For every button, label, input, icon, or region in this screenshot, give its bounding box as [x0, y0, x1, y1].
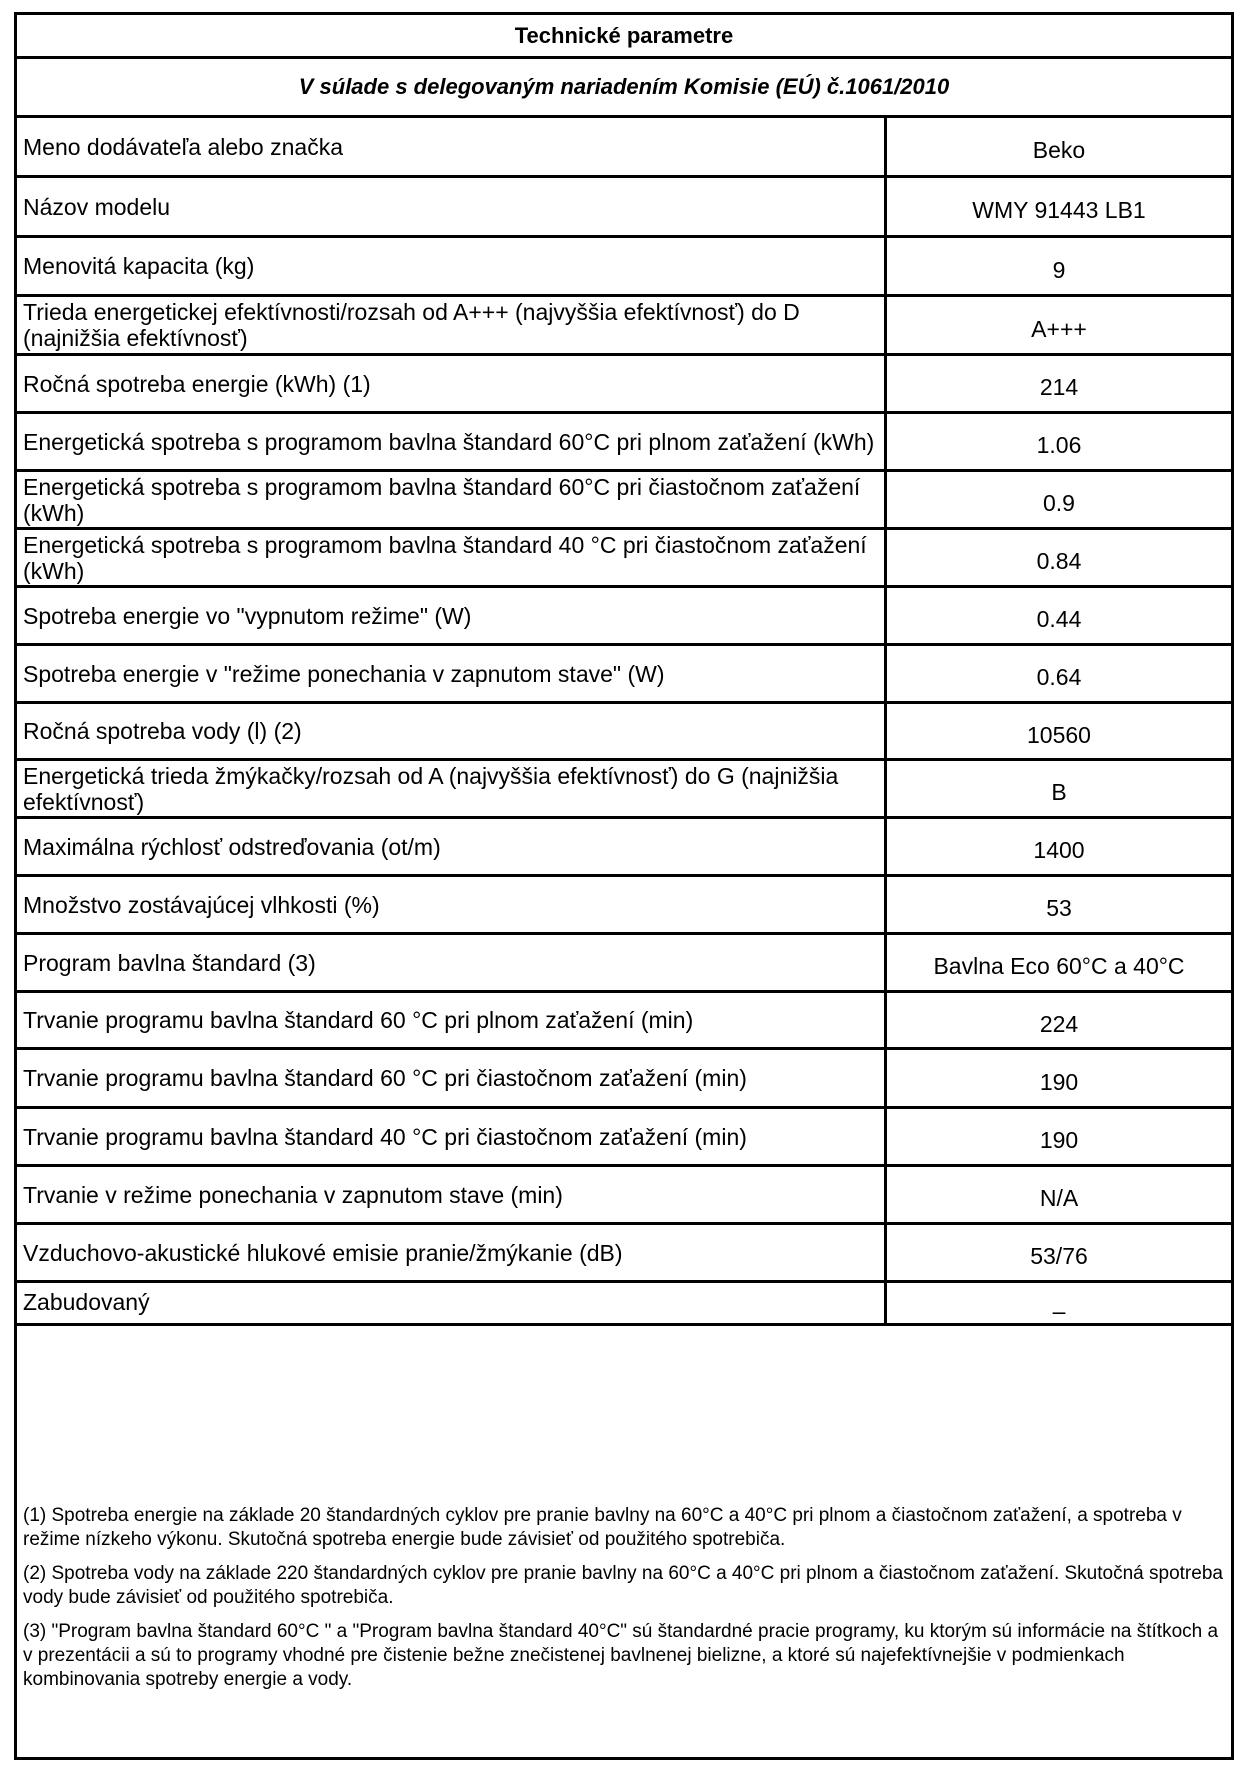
- table-row: [17, 935, 1231, 993]
- row-value: 0.84: [1036, 548, 1082, 574]
- table-row: [17, 761, 1231, 819]
- row-value: 1.06: [1036, 432, 1082, 458]
- row-label: Trvanie programu bavlna štandard 60 °C pri plnom zaťažení (min): [17, 993, 887, 1047]
- row-value: 53/76: [1030, 1243, 1088, 1269]
- row-label: Trvanie programu bavlna štandard 60 °C pri čiastočnom zaťažení (min): [17, 1050, 887, 1106]
- footnote-1: (1) Spotreba energie na základe 20 štandardných cyklov pre pranie bavlny na 60°C a 40°C pri plnom a čiastočnom zaťažení, a spotreba v režime nízkeho výkonu. Skutočná spotreba energie bude závisieť od použitého spotrebiča.: [23, 1505, 1182, 1550]
- table-title: Technické parametre: [17, 15, 1231, 59]
- row-label: Trieda energetickej efektívnosti/rozsah od A+++ (najvyššia efektívnosť) do D (najnižšia efektívnosť): [17, 297, 887, 353]
- table-row: [17, 1050, 1231, 1109]
- row-value: –: [1052, 1297, 1066, 1324]
- row-label: Názov modelu: [17, 178, 887, 235]
- row-label: Energetická spotreba s programom bavlna štandard 60°C pri čiastočnom zaťažení (kWh): [17, 472, 887, 527]
- row-value: 53: [1046, 895, 1072, 921]
- table-row: [17, 118, 1231, 178]
- row-label: Meno dodávateľa alebo značka: [17, 118, 887, 175]
- footnotes: [17, 1490, 1231, 1702]
- row-value: 224: [1039, 1010, 1079, 1037]
- table-row: [17, 1167, 1231, 1225]
- table-row: [17, 877, 1231, 935]
- table-row: [17, 704, 1231, 761]
- row-label: Množstvo zostávajúcej vlhkosti (%): [17, 877, 887, 932]
- row-value: 0.9: [1043, 490, 1075, 516]
- row-label: Program bavlna štandard (3): [17, 935, 887, 990]
- row-label: Trvanie programu bavlna štandard 40 °C pri čiastočnom zaťažení (min): [17, 1109, 887, 1164]
- row-value: N/A: [1039, 1185, 1079, 1211]
- table-row: [17, 414, 1231, 472]
- row-value: 190: [1039, 1127, 1079, 1153]
- technical-parameters-sheet: [14, 12, 1234, 1760]
- parameters-table: [17, 118, 1231, 1326]
- row-value: 1400: [1033, 837, 1085, 863]
- table-row: [17, 1225, 1231, 1283]
- table-row: [17, 178, 1231, 238]
- table-row: [17, 238, 1231, 297]
- row-value: A+++: [1031, 315, 1087, 342]
- row-value: 214: [1039, 374, 1079, 400]
- table-subtitle: V súlade s delegovaným nariadením Komisie (EÚ) č.1061/2010: [17, 59, 1231, 118]
- row-label: Zabudovaný: [17, 1283, 887, 1323]
- table-row: [17, 530, 1231, 588]
- table-row: [17, 646, 1231, 704]
- table-row: [17, 1283, 1231, 1326]
- row-value: 10560: [1027, 721, 1091, 748]
- row-value: 0.44: [1036, 606, 1082, 632]
- row-value: WMY 91443 LB1: [972, 197, 1146, 223]
- table-row: [17, 1109, 1231, 1167]
- row-value: 9: [1052, 256, 1066, 283]
- row-label: Vzduchovo-akustické hlukové emisie pranie/žmýkanie (dB): [17, 1225, 887, 1280]
- footnote-2: (2) Spotreba vody na základe 220 štandardných cyklov pre pranie bavlny na 60°C a 40°C pri plnom a čiastočnom zaťažení. Skutočná spotreba vody bude závisieť od použitého spotrebiča.: [23, 1563, 1223, 1608]
- row-label: Spotreba energie v "režime ponechania v zapnutom stave" (W): [17, 646, 887, 701]
- row-value: Bavlna Eco 60°C a 40°C: [933, 953, 1185, 979]
- footnote-3: (3) "Program bavlna štandard 60°C " a "Program bavlna štandard 40°C" sú štandardné pracie programy, ku ktorým sú informácie na štítkoch a v prezentácii a sú to programy vhodné pre čistenie bežne znečistenej bavlnenej bielizne, a ktoré sú najefektívnejšie v podmienkach kombinovania spotreby energie a vody.: [23, 1621, 1219, 1690]
- row-label: Energetická spotreba s programom bavlna štandard 60°C pri plnom zaťažení (kWh): [17, 414, 887, 469]
- row-value: Beko: [1032, 137, 1086, 163]
- row-label: Energetická trieda žmýkačky/rozsah od A (najvyššia efektívnosť) do G (najnižšia efektívnosť): [17, 761, 887, 816]
- table-row: [17, 993, 1231, 1050]
- row-label: Energetická spotreba s programom bavlna štandard 40 °C pri čiastočnom zaťažení (kWh): [17, 530, 887, 585]
- row-label: Maximálna rýchlosť odstreďovania (ot/m): [17, 819, 887, 874]
- row-label: Trvanie v režime ponechania v zapnutom stave (min): [17, 1167, 887, 1222]
- row-value: 190: [1039, 1068, 1079, 1095]
- row-label: Ročná spotreba vody (l) (2): [17, 704, 887, 758]
- table-row: [17, 297, 1231, 356]
- row-value: B: [1051, 779, 1067, 805]
- row-label: Ročná spotreba energie (kWh) (1): [17, 356, 887, 411]
- table-row: [17, 588, 1231, 646]
- row-label: Menovitá kapacita (kg): [17, 238, 887, 294]
- table-row: [17, 472, 1231, 530]
- row-label: Spotreba energie vo "vypnutom režime" (W): [17, 588, 887, 643]
- table-row: [17, 819, 1231, 877]
- row-value: 0.64: [1036, 664, 1082, 690]
- table-row: [17, 356, 1231, 414]
